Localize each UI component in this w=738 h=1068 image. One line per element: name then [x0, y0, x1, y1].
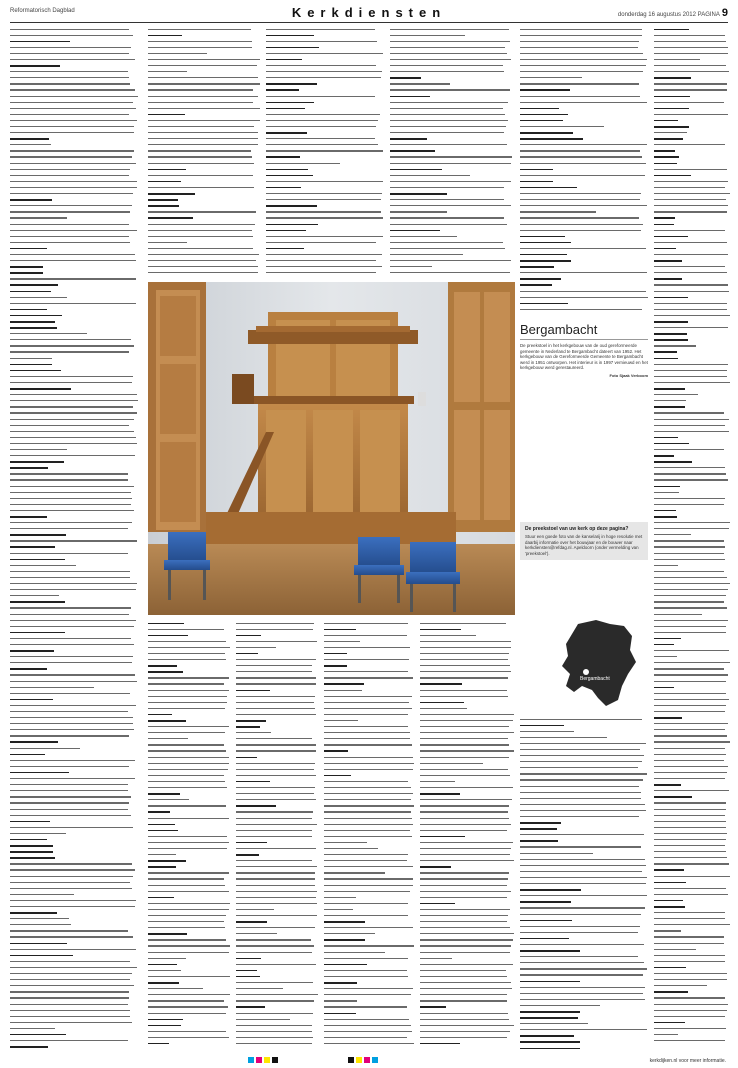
listing-column-5 [520, 26, 648, 316]
listing-line [266, 270, 384, 276]
map-label: Bergambacht [580, 676, 610, 682]
listing-column-1 [10, 26, 138, 1056]
question-title: De preekstoel van uw kerk op deze pagina? [525, 526, 629, 532]
listing-line [520, 306, 648, 312]
listing-line [10, 1044, 138, 1050]
pulpit-photo-illustration [148, 282, 515, 615]
question-box [520, 522, 648, 560]
section-title: Kerkdiensten [291, 5, 447, 20]
church-interior-photo [148, 282, 515, 615]
listing-column-3 [266, 26, 384, 278]
listing-line [654, 1038, 730, 1044]
date-and-page [618, 7, 728, 19]
listing-column-7 [148, 620, 230, 1052]
footer-note: kerkdijken.nl voor meer informatie. [649, 1058, 726, 1064]
listing-column-6 [654, 26, 730, 1046]
feature-box [520, 322, 648, 378]
feature-title: Bergambacht [520, 322, 648, 340]
newspaper-name: Reformatorisch Dagblad [10, 8, 75, 14]
listing-line [390, 270, 512, 276]
listing-column-2 [148, 26, 260, 278]
netherlands-map [548, 616, 644, 712]
page-header [10, 4, 728, 23]
listing-line [236, 1040, 318, 1046]
listing-line [148, 1040, 230, 1046]
listing-column-11 [520, 716, 648, 1052]
print-color-marks [148, 1057, 515, 1063]
listing-column-9 [324, 620, 414, 1052]
listing-line [324, 1040, 414, 1046]
photo-credit: Foto Sjaak Verboom [609, 372, 648, 378]
listing-column-10 [420, 620, 514, 1052]
page-number: 9 [721, 7, 728, 19]
listing-line [148, 270, 260, 276]
netherlands-map-icon [548, 616, 644, 712]
question-text: Stuur een goede foto van de kanselarij in hoge resolutie met daarbij informatie over het bouwjaar en de bouwer naar kerkdiensten@refdag.nl. Apeldoorn (onder vermelding van 'preekstoel'). [525, 534, 643, 556]
listing-column-4 [390, 26, 512, 278]
listing-column-8 [236, 620, 318, 1052]
listing-line [520, 1045, 648, 1051]
issue-date: donderdag 16 augustus 2012 PAGINA [617, 12, 720, 18]
listing-line [420, 1040, 514, 1046]
feature-text: De preekstoel in het kerkgebouw van de oud gereformeerde gemeente in Nederland te Bergambacht dateert van 1952. Het kerkgebouw van de Gereformeerde Gemeente te Bergambacht werd in 1951 ontworpen. Het interieur is in 1997 vernieuwd en het kerkgebouw werd gerestaureerd. [520, 343, 648, 371]
